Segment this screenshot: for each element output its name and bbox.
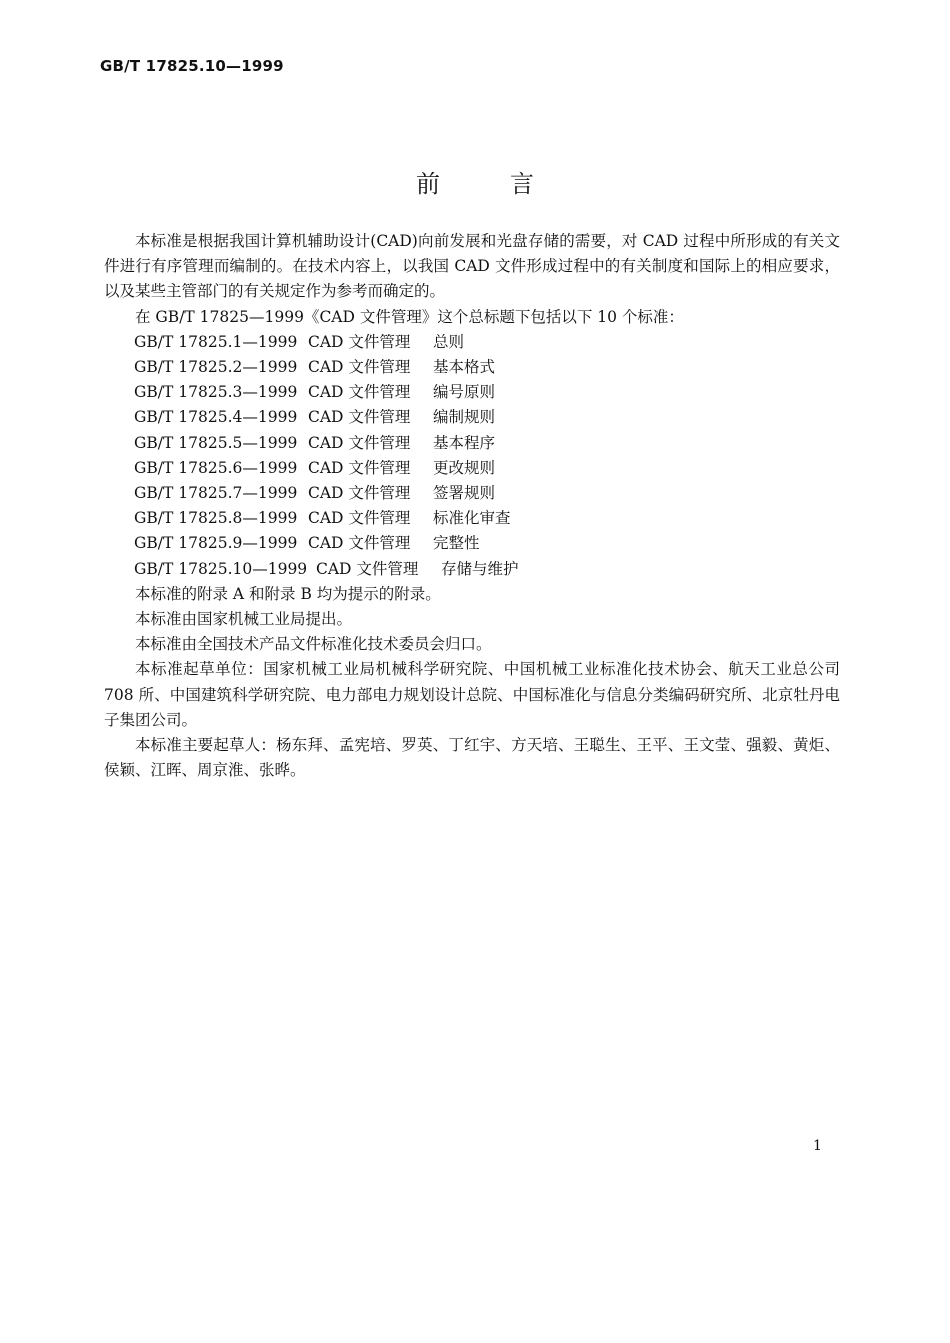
drafting-units-paragraph: 本标准起草单位：国家机械工业局机械科学研究院、中国机械工业标准化技术协会、航天工业总公司 708 所、中国建筑科学研究院、电力部电力规划设计总院、中国标准化与信息分类编码研究所、北京牡丹电子集团公司。 bbox=[104, 660, 840, 729]
list-item bbox=[104, 380, 840, 405]
list-item bbox=[104, 355, 840, 380]
standard-series: CAD 文件管理 bbox=[308, 383, 411, 402]
list-item bbox=[104, 431, 840, 456]
standards-list bbox=[104, 330, 840, 582]
page-number: 1 bbox=[813, 1138, 822, 1154]
committee-note: 本标准由全国技术产品文件标准化技术委员会归口。 bbox=[135, 635, 492, 654]
standard-name: 更改规则 bbox=[433, 458, 496, 477]
standard-series: CAD 文件管理 bbox=[308, 408, 411, 427]
list-item bbox=[104, 456, 840, 481]
list-item bbox=[104, 531, 840, 556]
standard-series: CAD 文件管理 bbox=[308, 458, 411, 477]
standard-name: 完整性 bbox=[433, 534, 480, 553]
standard-code: GB/T 17825.1—1999 bbox=[134, 332, 298, 351]
standard-name: 总则 bbox=[433, 332, 465, 351]
list-item bbox=[104, 557, 840, 582]
standard-name: 基本程序 bbox=[433, 433, 496, 452]
standard-series: CAD 文件管理 bbox=[308, 534, 411, 553]
proposer-note: 本标准由国家机械工业局提出。 bbox=[135, 610, 353, 629]
standard-series: CAD 文件管理 bbox=[316, 559, 419, 578]
list-item bbox=[104, 481, 840, 506]
document-body bbox=[104, 229, 840, 783]
standard-name: 基本格式 bbox=[433, 358, 496, 377]
standard-series: CAD 文件管理 bbox=[308, 332, 411, 351]
page-title: 前言 bbox=[416, 170, 604, 198]
standard-code: GB/T 17825.6—1999 bbox=[134, 458, 298, 477]
standard-name: 编号原则 bbox=[433, 383, 496, 402]
standard-code: GB/T 17825.9—1999 bbox=[134, 534, 298, 553]
standard-code: GB/T 17825.8—1999 bbox=[134, 509, 298, 528]
standard-code: GB/T 17825.10—1999 bbox=[134, 559, 308, 578]
standard-name: 存储与维护 bbox=[441, 559, 519, 578]
appendix-note: 本标准的附录 A 和附录 B 均为提示的附录。 bbox=[135, 584, 441, 603]
standard-code: GB/T 17825.7—1999 bbox=[134, 484, 298, 503]
list-item bbox=[104, 506, 840, 531]
standard-series: CAD 文件管理 bbox=[308, 484, 411, 503]
standard-code: GB/T 17825.5—1999 bbox=[134, 433, 298, 452]
standard-code: GB/T 17825.3—1999 bbox=[134, 383, 298, 402]
standard-series: CAD 文件管理 bbox=[308, 358, 411, 377]
series-intro-paragraph: 在 GB/T 17825—1999《CAD 文件管理》这个总标题下包括以下 10 个标准： bbox=[135, 307, 684, 326]
standard-code: GB/T 17825.2—1999 bbox=[134, 358, 298, 377]
standard-name: 编制规则 bbox=[433, 408, 496, 427]
document-code-header: GB/T 17825.10—1999 bbox=[100, 57, 284, 75]
standard-name: 标准化审查 bbox=[433, 509, 511, 528]
list-item bbox=[104, 330, 840, 355]
standard-series: CAD 文件管理 bbox=[308, 509, 411, 528]
standard-series: CAD 文件管理 bbox=[308, 433, 411, 452]
drafters-paragraph: 本标准主要起草人：杨东拜、孟宪培、罗英、丁红宇、方天培、王聪生、王平、王文莹、强毅、黄炬、侯颖、江晖、周京淮、张晔。 bbox=[104, 736, 840, 780]
standard-code: GB/T 17825.4—1999 bbox=[134, 408, 298, 427]
standard-name: 签署规则 bbox=[433, 484, 496, 503]
intro-paragraph: 本标准是根据我国计算机辅助设计(CAD)向前发展和光盘存储的需要，对 CAD 过程中所形成的有关文件进行有序管理而编制的。在技术内容上，以我国 CAD 文件形成过程中的有关制度和国际上的相应要求，以及某些主管部门的有关规定作为参考而确定的。 bbox=[104, 232, 840, 301]
list-item bbox=[104, 405, 840, 430]
